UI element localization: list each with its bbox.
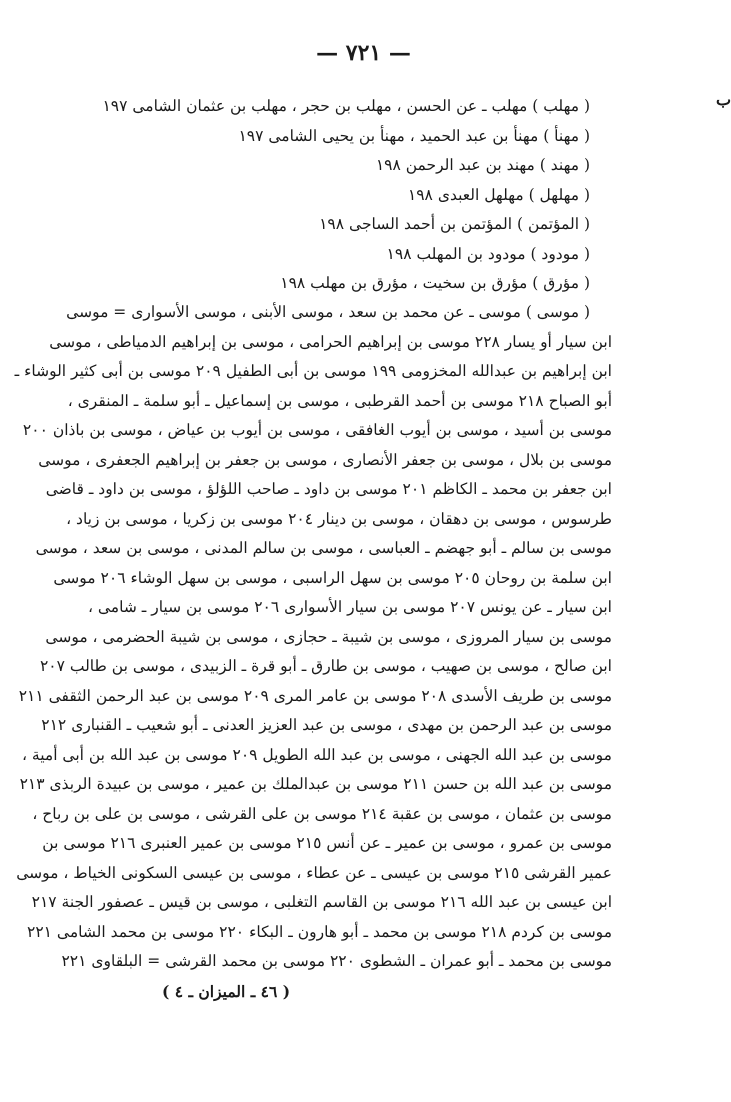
paragraph-line: موسى بن كردم ٢١٨ موسى بن محمد ـ أبو هارون ـ البكاء ٢٢٠ موسى بن محمد الشامى ٢٢١	[27, 922, 612, 941]
margin-mark: ب	[716, 90, 731, 109]
paragraph-line: موسى بن عبد الله الجهنى ، موسى بن عبد الله الطويل ٢٠٩ موسى بن عبد الله بن أبى أمية ،	[21, 745, 612, 764]
paragraph-line: موسى بن سالم ـ أبو جهضم ـ العباسى ، موسى بن سالم المدنى ، موسى بن سعد ، موسى	[35, 539, 612, 557]
index-entry-muarriq: ( مؤرق ) مؤرق بن سخيت ، مؤرق بن مهلب ١٩٨	[280, 274, 590, 292]
paragraph-line: موسى بن عبد الرحمن بن مهدى ، موسى بن عبد العزيز العدنى ـ أبو شعيب ـ القنبارى ٢١٢	[41, 716, 612, 734]
index-entry-almutaman: ( المؤتمن ) المؤتمن بن أحمد الساجى ١٩٨	[319, 215, 590, 233]
signature-footer: ( ٤٦ ـ الميزان ـ ٤ )	[162, 982, 291, 1001]
index-entry-mohanna: ( مهنأ ) مهنأ بن عبد الحميد ، مهنأ بن يحيى الشامى ١٩٧	[238, 126, 590, 145]
paragraph-line: موسى بن عبد الله بن حسن ٢١١ موسى بن عبدالملك بن عمير ، موسى بن عبيدة الربذى ٢١٣	[19, 775, 612, 793]
paragraph-line: موسى بن أسيد ، موسى بن أيوب الغافقى ، موسى بن أيوب بن عياض ، موسى بن باذان ٢٠٠	[22, 421, 612, 439]
paragraph-line: عمير القرشى ٢١٥ موسى بن عيسى ـ عن عطاء ، موسى بن عيسى السكونى الخياط ، موسى	[16, 863, 612, 882]
paragraph-line: ابن سلمة بن روحان ٢٠٥ موسى بن سهل الراسبى ، موسى بن سهل الوشاء ٢٠٦ موسى	[53, 568, 612, 587]
paragraph-line: أبو الصباح ٢١٨ موسى بن أحمد القرطبى ، موسى بن إسماعيل ـ أبو سلمة ـ المنقرى ،	[67, 391, 612, 410]
index-entry-mohalhal: ( مهلهل ) مهلهل العبدى ١٩٨	[407, 185, 590, 204]
index-entry-mohallab: ( مهلب ) مهلب ـ عن الحسن ، مهلب بن حجر ، مهلب بن عثمان الشامى ١٩٧	[102, 97, 590, 115]
musa-entry-paragraph	[14, 298, 612, 977]
paragraph-line: موسى بن بلال ، موسى بن جعفر الأنصارى ، موسى بن جعفر بن إبراهيم الجعفرى ، موسى	[38, 450, 612, 469]
paragraph-line: موسى بن محمد ـ أبو عمران ـ الشطوى ٢٢٠ موسى بن محمد القرشى = البلقاوى ٢٢١	[61, 952, 612, 970]
paragraph-line: طرسوس ، موسى بن دهقان ، موسى بن دينار ٢٠٤ موسى بن زكريا ، موسى بن زياد ،	[66, 509, 612, 528]
paragraph-line: موسى بن عثمان ، موسى بن عقبة ٢١٤ موسى بن على القرشى ، موسى بن على بن رباح ،	[32, 804, 612, 823]
paragraph-line: ابن سيار أو يسار ٢٢٨ موسى بن إبراهيم الحرامى ، موسى بن إبراهيم الدمياطى ، موسى	[49, 332, 612, 351]
page-number: — ٧٢١ —	[316, 40, 411, 66]
paragraph-line: ( موسى ) موسى ـ عن محمد بن سعد ، موسى الأبنى ، موسى الأسوارى = موسى	[66, 303, 590, 321]
paragraph-line: موسى بن سيار المروزى ، موسى بن شيبة ـ حجازى ، موسى بن شيبة الحضرمى ، موسى	[45, 627, 612, 646]
paragraph-line: ابن جعفر بن محمد ـ الكاظم ٢٠١ موسى بن داود ـ صاحب اللؤلؤ ، موسى بن داود ـ قاضى	[45, 480, 612, 498]
index-entries	[102, 92, 612, 299]
index-entry-mawdud: ( مودود ) مودود بن المهلب ١٩٨	[386, 244, 590, 263]
paragraph-line: موسى بن عمرو ، موسى بن عمير ـ عن أنس ٢١٥ موسى بن عمير العنبرى ٢١٦ موسى بن	[42, 834, 612, 852]
index-entry-mohannad: ( مهند ) مهند بن عبد الرحمن ١٩٨	[375, 156, 590, 174]
paragraph-line: ابن سيار ـ عن يونس ٢٠٧ موسى بن سيار الأسوارى ٢٠٦ موسى بن سيار ـ شامى ،	[87, 598, 612, 616]
paragraph-line: ابن إبراهيم بن عبدالله المخزومى ١٩٩ موسى بن أبى الطفيل ٢٠٩ موسى بن أبى كثير الوشاء ـ	[14, 362, 612, 380]
paragraph-line: موسى بن طريف الأسدى ٢٠٨ موسى بن عامر المرى ٢٠٩ موسى بن عبد الرحمن الثقفى ٢١١	[18, 686, 612, 705]
paragraph-line: ابن صالح ، موسى بن صهيب ، موسى بن طارق ـ أبو قرة ـ الزبيدى ، موسى بن طالب ٢٠٧	[39, 657, 612, 675]
paragraph-line: ابن عيسى بن عبد الله ٢١٦ موسى بن القاسم التغلبى ، موسى بن قيس ـ عصفور الجنة ٢١٧	[31, 893, 612, 911]
